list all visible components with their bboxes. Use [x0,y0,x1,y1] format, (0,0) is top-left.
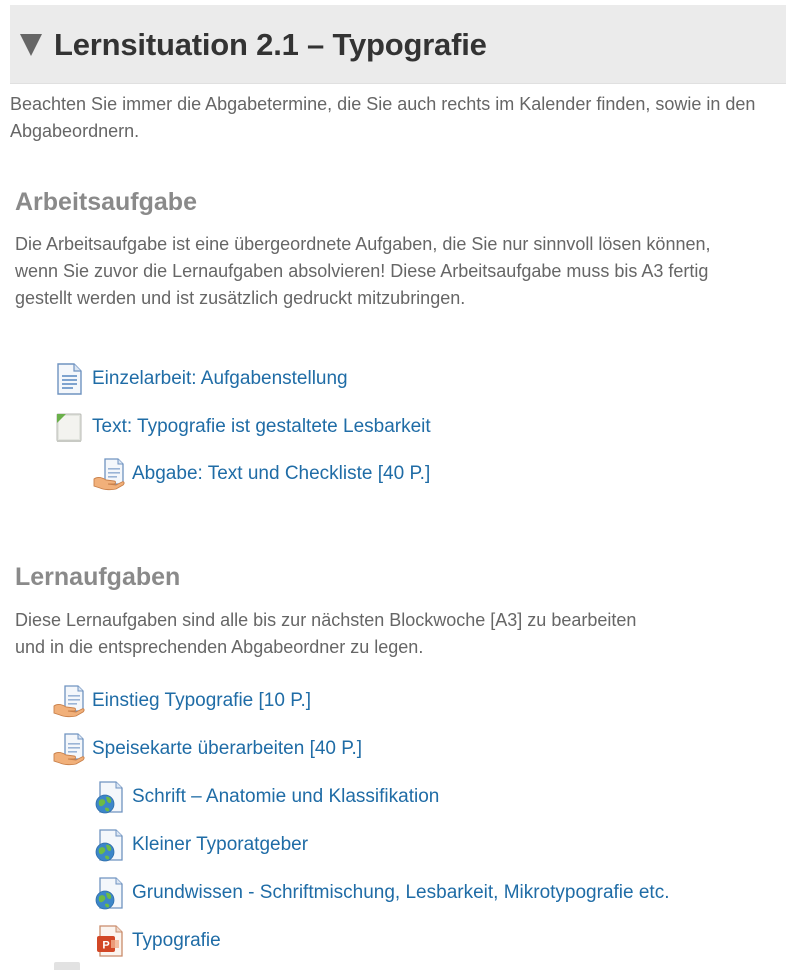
arbeitsaufgabe-description: Die Arbeitsaufgabe ist eine übergeordnete Aufgaben, die Sie nur sinnvoll lösen können, wenn Sie zuvor die Lernaufgaben absolvieren! Diese Arbeitsaufgabe muss bis A3 fertig gestellt werden und ist zusätzlich gedruckt mitzubringen. [15,234,711,308]
activity-schrift-anatomie[interactable] [92,780,439,814]
activity-link[interactable]: Einzelarbeit: Aufgabenstellung [92,368,348,389]
section-intro: Beachten Sie immer die Abgabetermine, die Sie auch rechts im Kalender finden, sowie in den Abgabeordnern. [10,94,756,141]
powerpoint-file-icon [92,924,126,958]
activity-typografie-ppt[interactable] [92,924,221,958]
activity-kleiner-typoratgeber[interactable] [92,828,308,862]
activity-link[interactable]: Abgabe: Text und Checkliste [40 P.] [132,463,431,484]
activity-grundwissen[interactable] [92,876,670,910]
activity-einzelarbeit-aufgabenstellung[interactable] [52,362,348,396]
activity-link[interactable]: Grundwissen - Schriftmischung, Lesbarkeit, Mikrotypografie etc. [132,882,670,903]
page-icon [52,362,86,396]
assignment-icon [92,457,126,491]
book-icon [52,410,86,444]
activity-link[interactable]: Typografie [132,930,221,951]
activity-einstieg-typografie[interactable] [52,684,311,718]
activity-text-typografie[interactable] [52,410,431,444]
assignment-icon [52,684,86,718]
activity-link[interactable]: Kleiner Typoratgeber [132,834,309,855]
activity-link[interactable]: Einstieg Typografie [10 P.] [92,690,312,711]
activity-link[interactable]: Text: Typografie ist gestaltete Lesbarkeit [92,416,431,437]
assignment-icon [52,732,86,766]
arbeitsaufgabe-heading: Arbeitsaufgabe [15,188,197,216]
lernaufgaben-heading: Lernaufgaben [15,563,181,591]
partial-next-item-icon [54,962,80,970]
activity-speisekarte[interactable] [52,732,362,766]
activity-abgabe-text-checkliste[interactable] [92,457,430,491]
url-globe-icon [92,876,126,910]
activity-link[interactable]: Speisekarte überarbeiten [40 P.] [92,738,363,759]
lernaufgaben-description: Diese Lernaufgaben sind alle bis zur nächsten Blockwoche [A3] zu bearbeiten und in die entsprechenden Abgabeordner zu legen. [15,610,637,657]
collapse-triangle-icon[interactable] [20,34,42,56]
activity-link[interactable]: Schrift – Anatomie und Klassifikation [132,786,440,807]
section-title: Lernsituation 2.1 – Typografie [54,27,487,62]
url-globe-icon [92,828,126,862]
url-globe-icon [92,780,126,814]
